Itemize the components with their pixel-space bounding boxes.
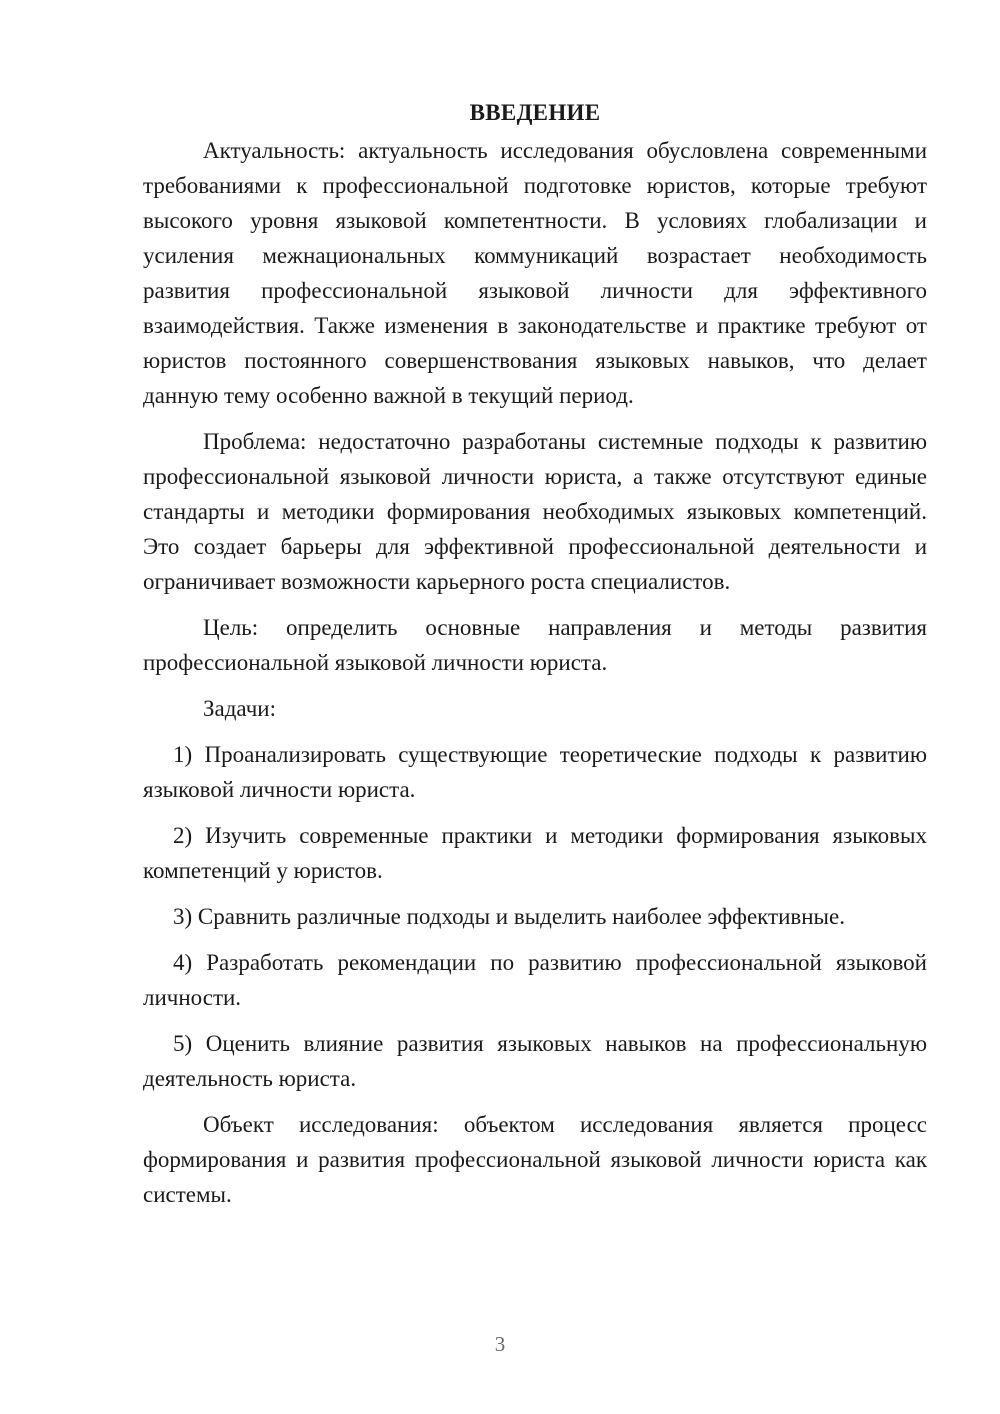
task-item-1: 1) Проанализировать существующие теоретические подходы к развитию языковой личности юриста. xyxy=(143,742,927,802)
task-item-4: 4) Разработать рекомендации по развитию профессиональной языковой личности. xyxy=(143,950,927,1010)
paragraph-object: Объект исследования: объектом исследования является процесс формирования и развития профессиональной языковой личности юриста как системы. xyxy=(143,1112,927,1207)
paragraph-relevance: Актуальность: актуальность исследования обусловлена современными требованиями к профессиональной подготовке юристов, которые требуют высокого уровня языковой компетентности. В условиях глобализации и усиления межнациональных коммуникаций возрастает необходимость развития профессиональной языковой личности для эффективного взаимодействия. Также изменения в законодательстве и практике требуют от юристов постоянного совершенствования языковых навыков, что делает данную тему особенно важной в текущий период. xyxy=(143,138,927,408)
paragraph-tasks-label: Задачи: xyxy=(203,696,276,721)
paragraph-problem: Проблема: недостаточно разработаны системные подходы к развитию профессиональной языковой личности юриста, а также отсутствуют единые стандарты и методики формирования необходимых языковых компетенций. Это создает барьеры для эффективной профессиональной деятельности и ограничивает возможности карьерного роста специалистов. xyxy=(143,429,927,594)
task-item-3: 3) Сравнить различные подходы и выделить наиболее эффективные. xyxy=(173,904,845,929)
section-heading: ВВЕДЕНИЕ xyxy=(469,100,601,125)
document-page xyxy=(143,95,927,1223)
task-item-5: 5) Оценить влияние развития языковых навыков на профессиональную деятельность юриста. xyxy=(143,1031,927,1091)
page-number: 3 xyxy=(494,1332,506,1356)
paragraph-goal: Цель: определить основные направления и методы развития профессиональной языковой личности юриста. xyxy=(143,615,927,675)
task-item-2: 2) Изучить современные практики и методики формирования языковых компетенций у юристов. xyxy=(143,823,927,883)
